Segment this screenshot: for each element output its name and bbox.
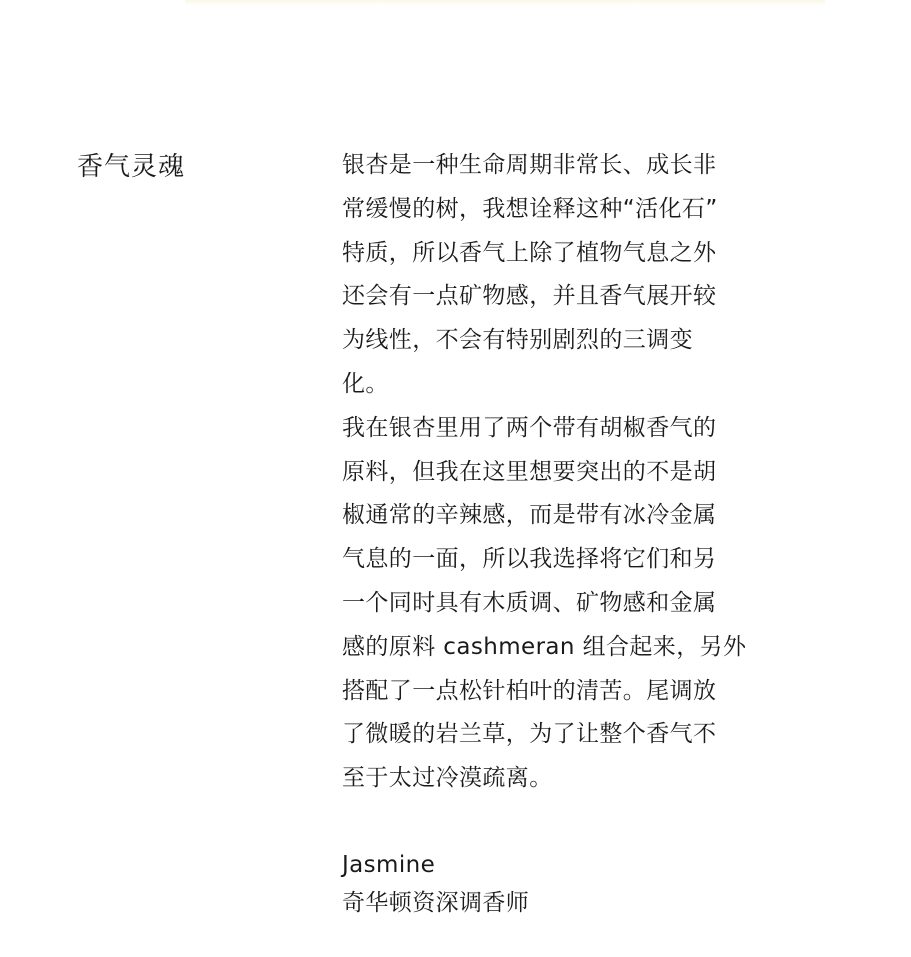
paragraph-line: 还会有一点矿物感，并且香气展开较 [342,283,717,310]
paragraph-line: 化。 [342,370,389,397]
paragraph-line: 一个同时具有木质调、矿物感和金属 [342,589,717,616]
signature-block [342,846,529,922]
paragraph-line: 至于太过冷漠疏离。 [342,765,553,792]
paragraph-line: 搭配了一点松针柏叶的清苦。尾调放 [342,677,717,704]
top-accent-bar [185,0,825,6]
paragraph-line: 气息的一面，所以我选择将它们和另 [342,546,717,573]
paragraph [342,144,767,407]
paragraph-line: 原料，但我在这里想要突出的不是胡 [342,458,717,485]
section-title: 香气灵魂 [77,152,186,182]
body-text [342,144,767,801]
paragraph-line: 为线性，不会有特别剧烈的三调变 [342,327,693,354]
paragraph-line: 常缓慢的树，我想诠释这种“活化石” [342,195,718,222]
paragraph-line: 感的原料 cashmeran 组合起来，另外 [342,633,747,660]
paragraph [342,407,767,801]
paragraph-line: 椒通常的辛辣感，而是带有冰冷金属 [342,502,717,529]
paragraph-line: 特质，所以香气上除了植物气息之外 [342,239,717,266]
author-title: 奇华顿资深调香师 [342,890,530,916]
author-name: Jasmine [342,852,436,878]
paragraph-line: 了微暖的岩兰草，为了让整个香气不 [342,721,717,748]
paragraph-line: 银杏是一种生命周期非常长、成长非 [342,152,717,178]
paragraph-line: 我在银杏里用了两个带有胡椒香气的 [342,414,717,441]
